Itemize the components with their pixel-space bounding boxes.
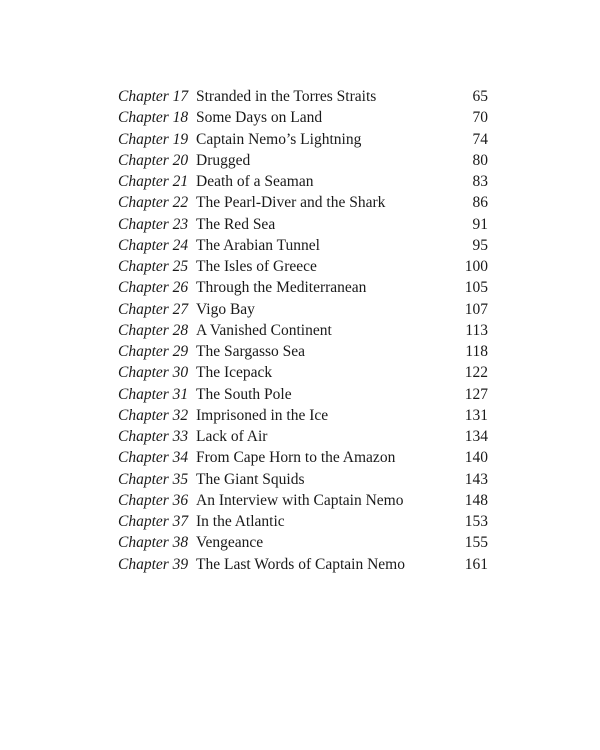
toc-entry xyxy=(118,405,488,426)
toc-entry xyxy=(118,320,488,341)
chapter-title: The Isles of Greece xyxy=(196,258,317,275)
chapter-label: Chapter 37 xyxy=(118,513,189,530)
chapter-label: Chapter 22 xyxy=(118,194,189,212)
chapter-title: Stranded in the Torres Straits xyxy=(196,88,377,105)
chapter-label: Chapter 31 xyxy=(118,385,189,403)
chapter-title: Death of a Seaman xyxy=(196,173,314,190)
toc-entry xyxy=(118,150,488,171)
chapter-label: Chapter 32 xyxy=(118,406,189,424)
page-number: 100 xyxy=(464,258,488,275)
chapter-title: An Interview with Captain Nemo xyxy=(196,491,404,509)
page-number: 80 xyxy=(472,151,488,169)
chapter-label: Chapter 18 xyxy=(118,109,189,127)
page-number: 65 xyxy=(472,88,488,105)
page-number: 83 xyxy=(472,173,488,190)
page-number: 107 xyxy=(464,300,488,318)
chapter-label: Chapter 33 xyxy=(118,428,189,445)
toc-entry xyxy=(118,192,488,213)
chapter-label: Chapter 20 xyxy=(118,151,189,169)
chapter-label: Chapter 26 xyxy=(118,279,189,297)
toc-entry xyxy=(118,86,488,107)
toc-entry xyxy=(118,362,488,383)
chapter-title: The Icepack xyxy=(196,364,273,382)
chapter-label: Chapter 17 xyxy=(118,88,189,105)
chapter-title: From Cape Horn to the Amazon xyxy=(196,449,396,467)
chapter-title: The Arabian Tunnel xyxy=(196,236,320,254)
chapter-label: Chapter 23 xyxy=(118,215,189,233)
toc-entry xyxy=(118,235,488,256)
page-number: 74 xyxy=(472,130,488,148)
toc-entry xyxy=(118,447,488,468)
page-number: 70 xyxy=(472,109,488,127)
chapter-label: Chapter 38 xyxy=(118,534,189,552)
chapter-title: Through the Mediterranean xyxy=(196,279,367,297)
chapter-title: A Vanished Continent xyxy=(196,321,332,339)
page-number: 161 xyxy=(464,555,488,573)
chapter-label: Chapter 28 xyxy=(118,321,189,339)
toc-entry xyxy=(118,384,488,405)
page-number: 148 xyxy=(464,491,488,509)
chapter-label: Chapter 24 xyxy=(118,236,189,254)
toc-entry xyxy=(118,532,488,553)
chapter-title: The Pearl-Diver and the Shark xyxy=(196,194,386,212)
page-number: 143 xyxy=(464,470,488,488)
page-number: 155 xyxy=(464,534,488,552)
page-number: 140 xyxy=(464,449,488,467)
page-number: 86 xyxy=(472,194,488,212)
toc-entry xyxy=(118,277,488,298)
toc-entry xyxy=(118,214,488,235)
chapter-title: In the Atlantic xyxy=(196,513,285,530)
page-number: 122 xyxy=(464,364,488,382)
chapter-label: Chapter 29 xyxy=(118,343,189,360)
chapter-title: Vigo Bay xyxy=(196,300,255,318)
page-number: 134 xyxy=(464,428,488,445)
page-number: 95 xyxy=(472,236,488,254)
toc-entry xyxy=(118,511,488,532)
toc-entry xyxy=(118,469,488,490)
chapter-title: The South Pole xyxy=(196,385,292,403)
page-number: 153 xyxy=(464,513,488,530)
toc-entry xyxy=(118,256,488,277)
chapter-title: Drugged xyxy=(196,151,251,169)
toc-entry xyxy=(118,129,488,150)
chapter-title: The Sargasso Sea xyxy=(196,343,306,360)
chapter-label: Chapter 19 xyxy=(118,130,189,148)
table-of-contents xyxy=(118,86,488,575)
toc-entry xyxy=(118,490,488,511)
toc-entry xyxy=(118,426,488,447)
toc-entry xyxy=(118,299,488,320)
chapter-title: Vengeance xyxy=(196,534,264,552)
chapter-label: Chapter 21 xyxy=(118,173,189,190)
toc-entry xyxy=(118,554,488,575)
chapter-label: Chapter 39 xyxy=(118,555,189,573)
page-number: 113 xyxy=(465,321,488,339)
page-number: 127 xyxy=(464,385,488,403)
chapter-title: Captain Nemo’s Lightning xyxy=(196,130,362,148)
chapter-title: The Red Sea xyxy=(196,215,276,233)
page-number: 105 xyxy=(464,279,488,297)
chapter-label: Chapter 27 xyxy=(118,300,189,318)
chapter-title: Imprisoned in the Ice xyxy=(196,406,329,424)
toc-entry xyxy=(118,171,488,192)
toc-entry xyxy=(118,341,488,362)
page-number: 118 xyxy=(465,343,488,360)
chapter-title: Some Days on Land xyxy=(196,109,323,127)
chapter-title: The Last Words of Captain Nemo xyxy=(196,555,405,573)
toc-entry xyxy=(118,107,488,128)
chapter-label: Chapter 25 xyxy=(118,258,189,275)
chapter-title: The Giant Squids xyxy=(196,470,305,488)
chapter-label: Chapter 36 xyxy=(118,491,189,509)
page-number: 131 xyxy=(464,406,488,424)
chapter-title: Lack of Air xyxy=(196,428,268,445)
chapter-label: Chapter 34 xyxy=(118,449,189,467)
chapter-label: Chapter 30 xyxy=(118,364,189,382)
page-number: 91 xyxy=(472,215,488,233)
chapter-label: Chapter 35 xyxy=(118,470,189,488)
